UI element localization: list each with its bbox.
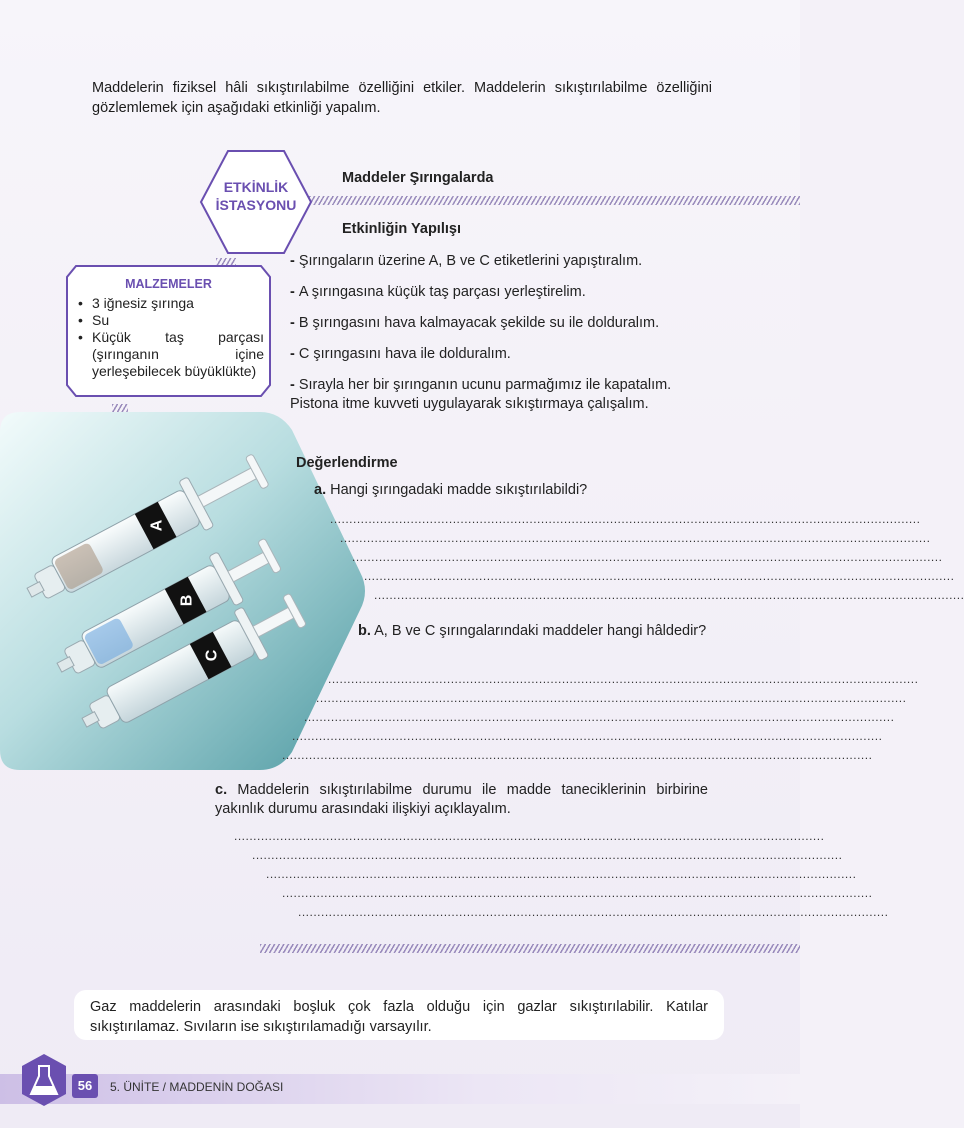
svg-text:A: A bbox=[148, 519, 166, 532]
step-item: - Sırayla her bir şırınganın ucunu parmağımız ile kapatalım. Pistona itme kuvveti uygulayarak sıkıştırmaya çalışalım. bbox=[290, 377, 672, 412]
answer-line[interactable]: .......................................................................................................................................................... bbox=[364, 569, 955, 583]
hatch-divider-top bbox=[300, 196, 800, 205]
answer-line[interactable]: .......................................................................................................................................................... bbox=[330, 512, 921, 526]
materials-item: • Su bbox=[78, 312, 264, 329]
evaluation-heading: Değerlendirme bbox=[296, 455, 398, 471]
activity-station-label: ETKİNLİK İSTASYONU bbox=[215, 179, 297, 213]
activity-title: Maddeler Şırıngalarda bbox=[342, 170, 494, 186]
answer-line[interactable]: .......................................................................................................................................................... bbox=[340, 531, 931, 545]
answer-line[interactable]: .......................................................................................................................................................... bbox=[282, 886, 873, 900]
flask-icon bbox=[18, 1052, 70, 1108]
answer-line[interactable]: .......................................................................................................................................................... bbox=[266, 867, 857, 881]
summary-note: Gaz maddelerin arasındaki boşluk çok fazla olduğu için gazlar sıkıştırılabilir. Katılar sıkıştırılamaz. Sıvıların ise sıkıştırılamadığı varsayılır. bbox=[74, 990, 724, 1040]
answer-line[interactable]: .......................................................................................................................................................... bbox=[252, 848, 843, 862]
answer-line[interactable]: .......................................................................................................................................................... bbox=[316, 691, 907, 705]
materials-item: • 3 iğnesiz şırınga bbox=[78, 295, 264, 312]
materials-box bbox=[66, 265, 271, 397]
procedure-steps bbox=[290, 252, 720, 426]
answer-line[interactable]: .......................................................................................................................................................... bbox=[292, 729, 883, 743]
step-item: - B şırıngasını hava kalmayacak şekilde su ile dolduralım. bbox=[290, 315, 660, 331]
unit-title: 5. ÜNİTE / MADDENİN DOĞASI bbox=[110, 1080, 284, 1094]
question-c: c. Maddelerin sıkıştırılabilme durumu ile madde taneciklerinin birbirine yakınlık durumu arasındaki ilişkiyi açıklayalım. bbox=[215, 782, 708, 817]
materials-title: MALZEMELER bbox=[125, 277, 212, 291]
procedure-heading: Etkinliğin Yapılışı bbox=[342, 221, 461, 237]
answer-line[interactable]: .......................................................................................................................................................... bbox=[328, 672, 919, 686]
step-item: - A şırıngasına küçük taş parçası yerleştirelim. bbox=[290, 284, 586, 300]
question-b: b. A, B ve C şırıngalarındaki maddeler hangi hâldedir? bbox=[358, 623, 707, 639]
materials-list bbox=[78, 295, 264, 380]
materials-item: • Küçük taş parçası (şırınganın içine yerleşebilecek büyüklükte) bbox=[78, 329, 264, 380]
intro-paragraph: Maddelerin fiziksel hâli sıkıştırılabilme özelliğini etkiler. Maddelerin sıkıştırılabilme özelliğini gözlemlemek için aşağıdaki etkinliği yapalım. bbox=[92, 80, 712, 116]
answer-line[interactable]: .......................................................................................................................................................... bbox=[234, 829, 825, 843]
hatch-divider-bottom bbox=[260, 944, 800, 953]
page-number: 56 bbox=[72, 1074, 98, 1098]
answer-line[interactable]: .......................................................................................................................................................... bbox=[374, 588, 964, 602]
step-item: - Şırıngaların üzerine A, B ve C etiketlerini yapıştıralım. bbox=[290, 253, 643, 269]
answer-line[interactable]: .......................................................................................................................................................... bbox=[298, 905, 889, 919]
answer-line[interactable]: .......................................................................................................................................................... bbox=[352, 550, 943, 564]
answer-line[interactable]: .......................................................................................................................................................... bbox=[304, 710, 895, 724]
svg-text:C: C bbox=[203, 649, 221, 662]
answer-line[interactable]: .......................................................................................................................................................... bbox=[282, 748, 873, 762]
step-item: - C şırıngasını hava ile dolduralım. bbox=[290, 346, 511, 362]
svg-text:B: B bbox=[178, 594, 196, 607]
question-a: a. Hangi şırıngadaki madde sıkıştırılabildi? bbox=[314, 482, 588, 498]
activity-station-badge bbox=[198, 148, 314, 256]
